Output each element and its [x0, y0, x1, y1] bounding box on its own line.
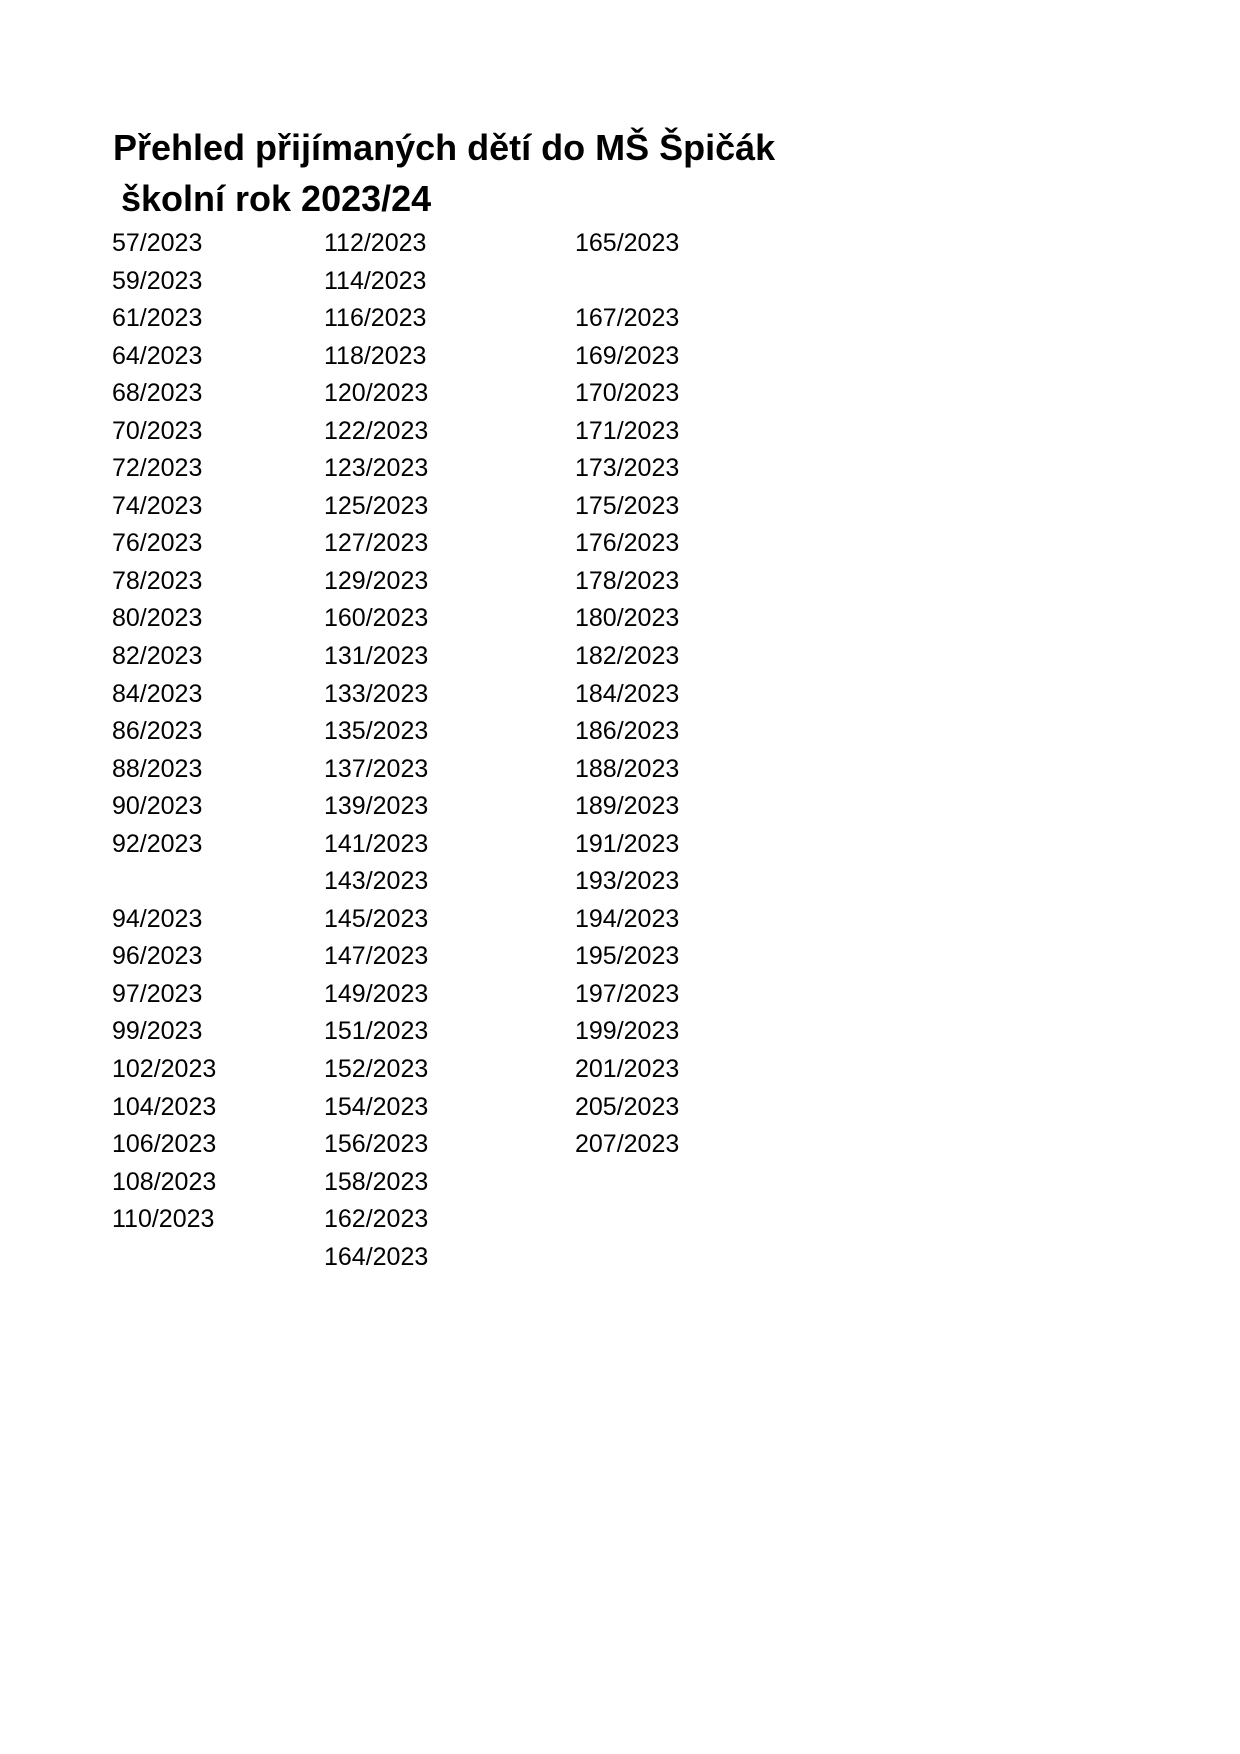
empty-cell: [112, 866, 332, 904]
registration-number: 118/2023: [324, 341, 427, 370]
registration-number: 180/2023: [575, 604, 680, 633]
registration-number: 110/2023: [112, 1205, 215, 1234]
registration-number: 169/2023: [575, 341, 680, 370]
registration-number: 171/2023: [575, 416, 680, 445]
registration-number: 133/2023: [324, 679, 429, 708]
registration-number: 158/2023: [324, 1167, 429, 1196]
registration-number: 170/2023: [575, 379, 680, 408]
registration-column-1: [112, 228, 332, 1242]
registration-number: 205/2023: [575, 1092, 680, 1121]
registration-number: 96/2023: [112, 942, 203, 971]
registration-number: 191/2023: [575, 829, 680, 858]
registration-number: 207/2023: [575, 1130, 680, 1159]
registration-number: 195/2023: [575, 942, 680, 971]
registration-number: 154/2023: [324, 1092, 429, 1121]
registration-number: 131/2023: [324, 642, 429, 671]
registration-number: 182/2023: [575, 642, 680, 671]
registration-number: 125/2023: [324, 491, 429, 520]
registration-number: 120/2023: [324, 379, 429, 408]
registration-number: 106/2023: [112, 1130, 217, 1159]
registration-number: 76/2023: [112, 529, 203, 558]
registration-number: 167/2023: [575, 304, 680, 333]
registration-number: 116/2023: [324, 304, 427, 333]
registration-number: 88/2023: [112, 754, 203, 783]
registration-number: 193/2023: [575, 867, 680, 896]
registration-number: 173/2023: [575, 454, 680, 483]
registration-number: 162/2023: [324, 1205, 429, 1234]
registration-number: 94/2023: [112, 904, 203, 933]
registration-number: 108/2023: [112, 1167, 217, 1196]
registration-number: 184/2023: [575, 679, 680, 708]
registration-number: 99/2023: [112, 1017, 203, 1046]
registration-number: 64/2023: [112, 341, 203, 370]
registration-number: 201/2023: [575, 1055, 680, 1084]
registration-number: 175/2023: [575, 491, 680, 520]
registration-number: 147/2023: [324, 942, 429, 971]
registration-number: 90/2023: [112, 792, 203, 821]
registration-number: 152/2023: [324, 1055, 429, 1084]
registration-number: 156/2023: [324, 1130, 429, 1159]
registration-number: 141/2023: [324, 829, 429, 858]
registration-number: 68/2023: [112, 379, 203, 408]
registration-number: 160/2023: [324, 604, 429, 633]
registration-number: 164/2023: [324, 1242, 429, 1271]
registration-number: 165/2023: [575, 229, 680, 257]
registration-number: 104/2023: [112, 1092, 217, 1121]
registration-number: 114/2023: [324, 266, 427, 295]
registration-number: 197/2023: [575, 979, 680, 1008]
registration-number: 188/2023: [575, 754, 680, 783]
empty-cell: [575, 266, 795, 304]
registration-number: 112/2023: [324, 229, 427, 257]
document-title: Přehled přijímaných dětí do MŠ Špičák: [113, 127, 776, 168]
registration-number: 70/2023: [112, 416, 203, 445]
registration-number: 80/2023: [112, 604, 203, 633]
document-subtitle: školní rok 2023/24: [121, 178, 432, 219]
registration-number: 149/2023: [324, 979, 429, 1008]
registration-column-3: [575, 228, 795, 1167]
registration-number: 194/2023: [575, 904, 680, 933]
registration-number: 186/2023: [575, 717, 680, 746]
registration-number: 102/2023: [112, 1055, 217, 1084]
registration-number: 84/2023: [112, 679, 203, 708]
registration-number: 78/2023: [112, 566, 203, 595]
registration-number: 176/2023: [575, 529, 680, 558]
registration-number: 151/2023: [324, 1017, 429, 1046]
registration-number: 135/2023: [324, 717, 429, 746]
registration-number: 139/2023: [324, 792, 429, 821]
registration-number: 145/2023: [324, 904, 429, 933]
registration-number: 82/2023: [112, 642, 203, 671]
registration-number: 199/2023: [575, 1017, 680, 1046]
registration-number: 86/2023: [112, 717, 203, 746]
registration-number: 143/2023: [324, 867, 429, 896]
registration-column-2: [324, 228, 544, 1279]
registration-number: 59/2023: [112, 266, 203, 295]
registration-number: 137/2023: [324, 754, 429, 783]
registration-number: 129/2023: [324, 566, 429, 595]
registration-number: 97/2023: [112, 979, 203, 1008]
registration-number: 189/2023: [575, 792, 680, 821]
registration-number: 123/2023: [324, 454, 429, 483]
registration-number: 178/2023: [575, 566, 680, 595]
registration-number: 92/2023: [112, 829, 203, 858]
registration-number: 72/2023: [112, 454, 203, 483]
registration-number: 122/2023: [324, 416, 429, 445]
registration-number: 61/2023: [112, 304, 203, 333]
registration-number: 74/2023: [112, 491, 203, 520]
registration-number: 57/2023: [112, 229, 203, 257]
registration-number: 127/2023: [324, 529, 429, 558]
